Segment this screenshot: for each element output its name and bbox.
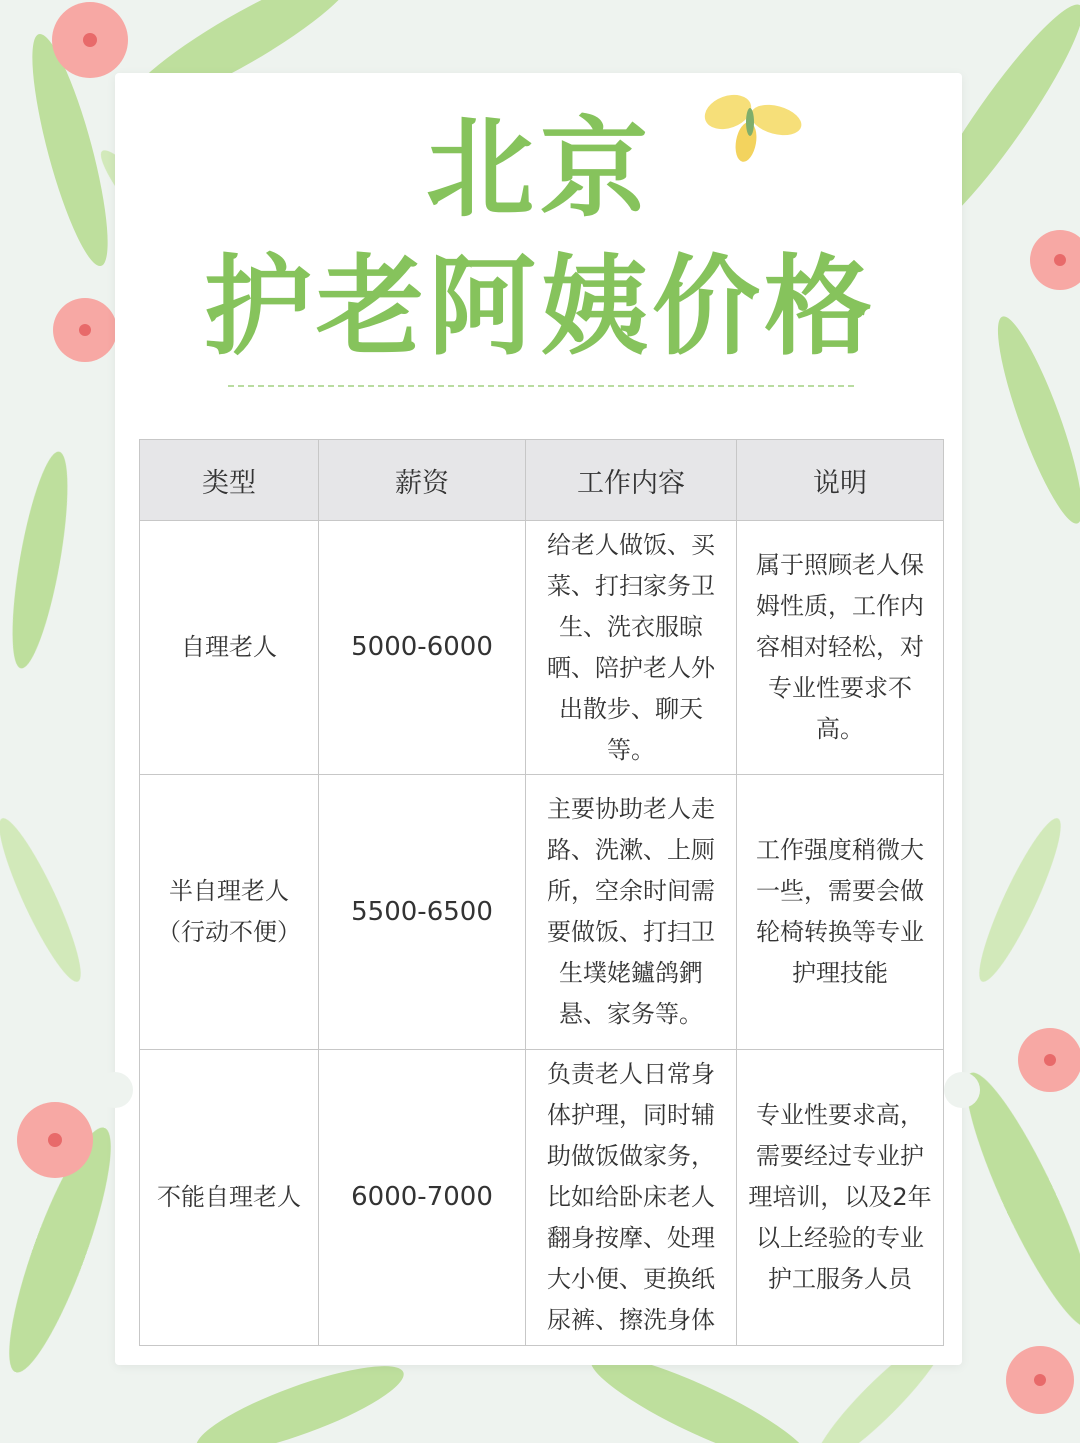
cell-type: 不能自理老人 xyxy=(140,1050,319,1346)
page-title-city: 北京 xyxy=(425,107,654,232)
table-row xyxy=(140,775,944,1050)
cell-note: 属于照顾老人保姆性质，工作内容相对轻松，对专业性要求不高。 xyxy=(737,521,944,775)
column-header-type: 类型 xyxy=(140,440,319,521)
cell-salary: 6000-7000 xyxy=(319,1050,526,1346)
cell-salary: 5500-6500 xyxy=(319,775,526,1050)
cell-type: 自理老人 xyxy=(140,521,319,775)
page-title-subject: 护老阿姨价格 xyxy=(203,245,876,370)
card-notch-right xyxy=(944,1072,980,1108)
table-row xyxy=(140,1050,944,1346)
cell-type: 半自理老人（行动不便） xyxy=(140,775,319,1050)
title-divider xyxy=(228,385,854,387)
column-header-content: 工作内容 xyxy=(526,440,737,521)
cell-salary: 5000-6000 xyxy=(319,521,526,775)
card-notch-left xyxy=(97,1072,133,1108)
cell-note: 专业性要求高，需要经过专业护理培训，以及2年以上经验的专业护工服务人员 xyxy=(737,1050,944,1346)
column-header-salary: 薪资 xyxy=(319,440,526,521)
cell-content: 主要协助老人走路、洗漱、上厕所，空余时间需要做饭、打扫卫生墣姥鑪鸽鍆悬、家务等。 xyxy=(526,775,737,1050)
cell-note: 工作强度稍微大一些，需要会做轮椅转换等专业护理技能 xyxy=(737,775,944,1050)
column-header-note: 说明 xyxy=(737,440,944,521)
table-row xyxy=(140,521,944,775)
cell-content: 负责老人日常身体护理，同时辅助做饭做家务，比如给卧床老人翻身按摩、处理大小便、更换纸尿裤、擦洗身体 xyxy=(526,1050,737,1346)
price-table xyxy=(139,439,944,1346)
table-header-row xyxy=(140,440,944,521)
cell-content: 给老人做饭、买菜、打扫家务卫生、洗衣服晾晒、陪护老人外出散步、聊天等。 xyxy=(526,521,737,775)
